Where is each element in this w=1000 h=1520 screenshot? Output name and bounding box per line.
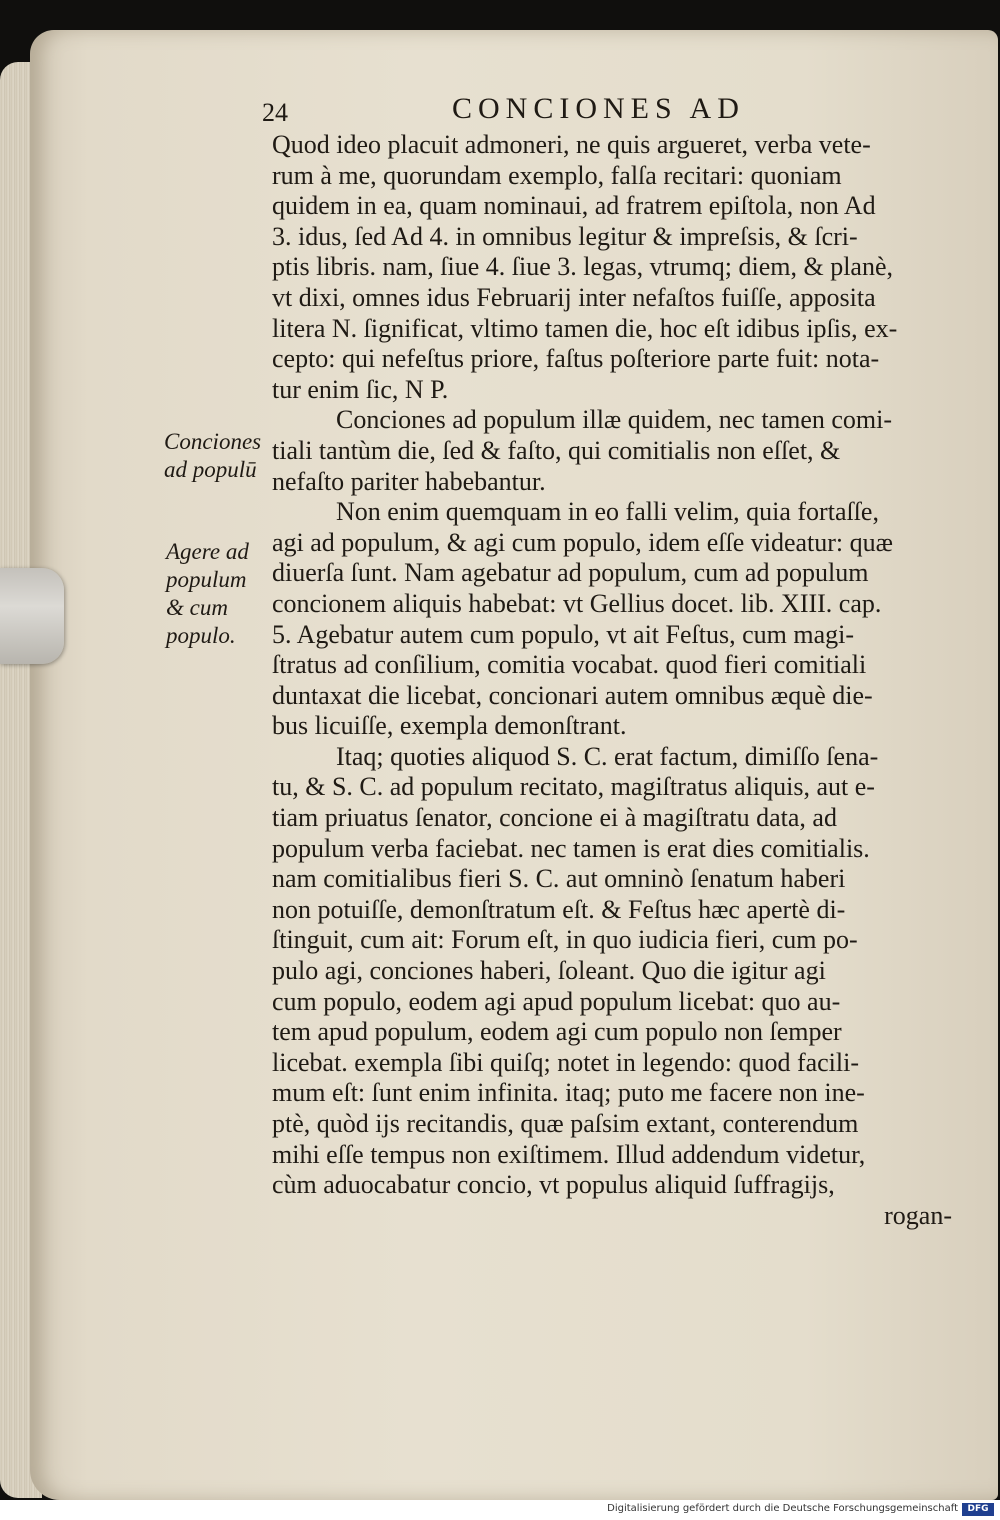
text-line: tu, & S. C. ad populum recitato, magiſtratus aliquis, aut e- (272, 772, 875, 802)
paragraph-start-line: Itaq; quoties aliquod S. C. erat factum, dimiſſo ſena- (336, 741, 879, 771)
text-line: quidem in ea, quam nominaui, ad fratrem epiſtola, non Ad (272, 191, 876, 221)
marginal-note-line: populo. (166, 623, 236, 648)
funding-credit: Digitalisierung gefördert durch die Deutsche Forschungsgemeinschaft (607, 1503, 958, 1514)
text-line: rum à me, quorundam exemplo, falſa recitari: quoniam (272, 160, 842, 190)
text-line: agi ad populum, & agi cum populo, idem eſſe videatur: quæ (272, 527, 893, 557)
catchword: rogan- (884, 1200, 952, 1230)
paragraph-start-line: Conciones ad populum illæ quidem, nec tamen comi- (336, 405, 893, 435)
text-line: ptis libris. nam, ſiue 4. ſiue 3. legas, vtrumq; diem, & planè, (272, 252, 894, 282)
text-line: tur enim ſic, N P. (272, 374, 449, 404)
text-line: nam comitialibus fieri S. C. aut omninò ſenatum haberi (272, 864, 846, 894)
text-line: bus licuiſſe, exempla demonſtrant. (272, 711, 627, 741)
page-number: 24 (262, 98, 288, 127)
marginal-note-line: & cum (166, 595, 228, 620)
text-line: 3. idus, ſed Ad 4. in omnibus legitur & impreſsis, & ſcri- (272, 221, 858, 251)
text-line: concionem aliquis habebat: vt Gellius docet. lib. XIII. cap. (272, 588, 882, 618)
marginal-note-line: Conciones (164, 429, 262, 454)
marginal-note-conciones (164, 428, 261, 484)
text-line: ptè, quòd ijs recitandis, quæ paſsim extant, conterendum (272, 1109, 859, 1138)
text-line: Quod ideo placuit admoneri, ne quis argueret, verba vete- (272, 130, 871, 159)
dfg-logo-icon: DFG (962, 1503, 994, 1516)
marginal-note-line: populum (166, 567, 247, 592)
text-line: duntaxat die licebat, concionari autem omnibus æquè die- (272, 680, 873, 710)
text-line: licebat. exempla ſibi quiſq; notet in legendo: quod facili- (272, 1047, 860, 1077)
text-line: cùm aduocabatur concio, vt populus aliquid ſuffragijs, (272, 1170, 835, 1200)
body-text (272, 130, 972, 1231)
text-line: tiam priuatus ſenator, concione ei à magiſtratu data, ad (272, 803, 837, 833)
text-line: nefaſto pariter habebantur. (272, 466, 546, 496)
text-line: litera N. ſignificat, vltimo tamen die, hoc eſt idibus ipſis, ex- (272, 313, 898, 343)
text-line: tem apud populum, eodem agi cum populo non ſemper (272, 1017, 842, 1047)
text-line: populum verba faciebat. nec tamen is erat dies comitialis. (272, 833, 870, 863)
text-line: ſtinguit, cum ait: Forum eſt, in quo iudicia fieri, cum po- (272, 925, 858, 955)
text-line: tiali tantùm die, ſed & faſto, qui comitialis non eſſet, & (272, 435, 841, 465)
text-line: 5. Agebatur autem cum populo, vt ait Feſtus, cum magi- (272, 619, 855, 649)
page-clip (0, 568, 64, 664)
text-line: non potuiſſe, demonſtratum eſt. & Feſtus hæc apertè di- (272, 894, 846, 924)
text-line: mihi eſſe tempus non exiſtimem. Illud addendum videtur, (272, 1139, 866, 1169)
text-line: cepto: qui nefeſtus priore, faſtus poſteriore parte fuit: nota- (272, 344, 880, 374)
footer-bar (0, 1500, 1000, 1520)
text-line: vt dixi, omnes idus Februarij inter nefaſtos fuiſſe, apposita (272, 282, 876, 312)
text-line: pulo agi, conciones haberi, ſoleant. Quo die igitur agi (272, 956, 826, 986)
running-title: CONCIONES AD (452, 92, 745, 125)
paragraph-start-line: Non enim quemquam in eo falli velim, quia fortaſſe, (336, 497, 879, 527)
text-line: diuerſa ſunt. Nam agebatur ad populum, cum ad populum (272, 558, 869, 588)
marginal-note-line: Agere ad (166, 539, 249, 564)
text-line: mum eſt: ſunt enim infinita. itaq; puto me facere non ine- (272, 1078, 865, 1108)
page-header (262, 90, 862, 130)
marginal-note-agere (166, 538, 249, 650)
text-line: ſtratus ad conſilium, comitia vocabat. quod fieri comitiali (272, 650, 867, 680)
text-line: cum populo, eodem agi apud populum licebat: quo au- (272, 986, 841, 1016)
marginal-note-line: ad populū (164, 457, 257, 482)
